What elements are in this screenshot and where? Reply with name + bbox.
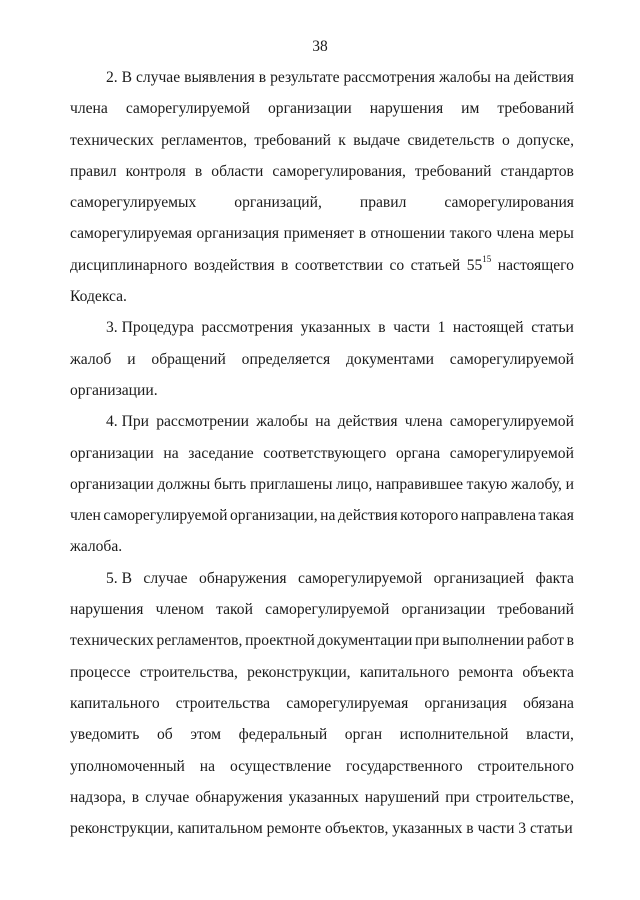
- text-line: [70, 156, 574, 187]
- word: направлена: [460, 507, 537, 525]
- paragraph-3: [70, 406, 574, 562]
- text-line: [70, 657, 574, 688]
- word: об: [156, 726, 173, 744]
- word: свидетельств: [407, 131, 495, 149]
- word: обнаружения: [199, 569, 287, 587]
- word: строительства: [175, 694, 271, 712]
- word: требований: [497, 601, 574, 619]
- word: 2. В: [106, 69, 132, 86]
- word: саморегулируемой: [298, 569, 423, 587]
- word: на: [163, 444, 179, 462]
- word: организаций,: [234, 194, 322, 212]
- word: организации: [267, 100, 352, 118]
- word: требований: [414, 162, 492, 180]
- text-line: [70, 563, 574, 594]
- word: саморегулируемой: [449, 413, 574, 431]
- word: настоящего: [497, 256, 574, 274]
- text-line: [70, 281, 574, 312]
- word: саморегулируемой: [449, 444, 574, 462]
- word: указанных: [300, 319, 371, 337]
- word: регламентов,: [156, 632, 243, 650]
- word: документации: [317, 632, 413, 650]
- word: строительстве,: [475, 788, 574, 806]
- word: организации,: [230, 507, 318, 525]
- word: этом: [190, 726, 221, 744]
- word: саморегулирования,: [272, 162, 406, 180]
- word: со: [389, 256, 405, 274]
- word: исполнительной: [399, 726, 509, 744]
- word: действия: [337, 413, 398, 431]
- word: требований: [497, 100, 574, 118]
- word: результате: [270, 69, 340, 86]
- word: саморегулируемой: [449, 350, 574, 368]
- word: документами: [346, 350, 434, 368]
- word: организации: [70, 475, 154, 493]
- paragraph-2: [70, 312, 574, 406]
- word: и: [565, 475, 574, 493]
- text-line: [70, 500, 574, 531]
- word: действия: [514, 69, 574, 86]
- word: области: [211, 162, 264, 180]
- word: в: [131, 788, 140, 806]
- text-line: [70, 719, 574, 750]
- word: им: [461, 100, 480, 118]
- word: организацией: [433, 569, 525, 587]
- word: член: [70, 507, 101, 525]
- word: обращений: [151, 350, 226, 368]
- word: строительного: [477, 757, 574, 775]
- word: саморегулируемая: [70, 225, 193, 243]
- word: должны: [157, 475, 211, 493]
- word: в: [566, 632, 574, 650]
- word: приглашены: [249, 475, 333, 493]
- line-text: Кодекса.: [70, 288, 127, 306]
- word: жалобу,: [511, 475, 562, 493]
- word: саморегулирования: [444, 194, 574, 212]
- word: соответствующего: [263, 444, 387, 462]
- word: осуществление: [229, 757, 332, 775]
- text-line: [70, 469, 574, 500]
- word: выдаче: [353, 131, 401, 149]
- word: статьей: [410, 256, 461, 274]
- word: части: [393, 319, 431, 337]
- word: строительства,: [139, 663, 238, 681]
- text-line: [70, 438, 574, 469]
- word: при: [415, 632, 440, 650]
- word: настоящей: [452, 319, 524, 337]
- word: работ: [526, 632, 564, 650]
- word: проектной: [245, 632, 315, 650]
- word: дисциплинарного: [70, 256, 188, 274]
- word: в: [258, 69, 267, 86]
- text-line: [70, 187, 574, 218]
- word: и: [127, 350, 136, 368]
- word: нарушения: [70, 601, 144, 619]
- word: членом: [155, 601, 204, 619]
- word: орган: [344, 726, 383, 744]
- word: капитального: [359, 663, 450, 681]
- word: на: [320, 507, 336, 525]
- text-line: [70, 125, 574, 156]
- word: правил: [359, 194, 407, 212]
- line-text: организации.: [70, 381, 158, 399]
- word: факта: [535, 569, 574, 587]
- word: государственного: [346, 757, 463, 775]
- word: ремонта: [458, 663, 514, 681]
- word: регламентов,: [161, 131, 247, 149]
- word: нарушения: [369, 100, 444, 118]
- text-line: [70, 250, 574, 281]
- word: жалобы: [439, 69, 491, 86]
- word: соответствии: [294, 256, 383, 274]
- word: обязана: [523, 694, 574, 712]
- line-text: реконструкции, капитальном ремонте объектов, указанных в части 3 статьи: [70, 820, 573, 838]
- word: лицо,: [336, 475, 373, 493]
- word: жалоб: [70, 350, 112, 368]
- text-line: [70, 594, 574, 625]
- word: процессе: [70, 663, 131, 681]
- word: рассмотрения: [343, 69, 436, 86]
- paragraph-1: [70, 62, 574, 312]
- text-line: [70, 344, 574, 375]
- text-line: [70, 406, 574, 437]
- word: заседание: [188, 444, 254, 462]
- word: саморегулируемой: [125, 100, 250, 118]
- word: на: [494, 69, 511, 86]
- word: технических: [70, 131, 154, 149]
- word: меры: [538, 225, 574, 243]
- word: о: [502, 131, 510, 149]
- word: требований: [254, 131, 331, 149]
- line-text: жалоба.: [70, 538, 123, 556]
- word: члена: [70, 100, 108, 118]
- word: реконструкции,: [247, 663, 351, 681]
- word: надзора,: [70, 788, 126, 806]
- word: нарушений: [364, 788, 440, 806]
- word: объекта: [522, 663, 574, 681]
- word: действия: [337, 507, 398, 525]
- page-number: 38: [312, 38, 328, 55]
- word: при: [445, 788, 470, 806]
- text-line: [70, 312, 574, 343]
- word: уведомить: [70, 726, 140, 744]
- text-line: [70, 218, 574, 249]
- word: воздействия: [193, 256, 275, 274]
- word: рассмотрении: [156, 413, 249, 431]
- word: капитального: [70, 694, 160, 712]
- word: случае: [135, 69, 181, 86]
- word: саморегулируемой: [103, 507, 228, 525]
- word: указанных: [288, 788, 359, 806]
- word: выявления: [184, 69, 255, 86]
- word: на: [315, 413, 331, 431]
- word: статьи: [531, 319, 574, 337]
- word: власти,: [526, 726, 574, 744]
- word: в: [378, 319, 386, 337]
- word: организация: [196, 225, 280, 243]
- word: которого: [400, 507, 459, 525]
- word: технических: [70, 632, 154, 650]
- word: 4. При: [106, 413, 149, 431]
- text-line: [70, 688, 574, 719]
- paragraph-4: [70, 563, 574, 845]
- word: в: [281, 256, 289, 274]
- word: в: [358, 225, 367, 243]
- word: $55^{15}$: [466, 253, 492, 274]
- word: члена: [496, 225, 535, 243]
- word: 3. Процедура: [106, 319, 194, 337]
- word: направившее: [375, 475, 464, 493]
- text-line: [70, 531, 574, 562]
- word: случае: [145, 788, 190, 806]
- word: федеральный: [238, 726, 328, 744]
- word: организации: [401, 601, 486, 619]
- text-line: [70, 813, 574, 844]
- document-body: [70, 62, 574, 844]
- word: допуске,: [517, 131, 574, 149]
- word: такой: [216, 601, 253, 619]
- text-line: [70, 751, 574, 782]
- word: быть: [213, 475, 247, 493]
- word: к: [338, 131, 346, 149]
- word: саморегулируемая: [286, 694, 409, 712]
- word: жалобы: [256, 413, 309, 431]
- text-line: [70, 62, 574, 93]
- text-line: [70, 782, 574, 813]
- word: рассмотрения: [201, 319, 294, 337]
- word: организация: [424, 694, 507, 712]
- word: выполнении: [442, 632, 525, 650]
- text-line: [70, 375, 574, 406]
- text-line: [70, 93, 574, 124]
- word: такая: [538, 507, 574, 525]
- word: уполномоченный: [70, 757, 185, 775]
- word: в: [194, 162, 203, 180]
- article-superscript: 15: [482, 253, 492, 264]
- word: определяется: [241, 350, 331, 368]
- word: отношении: [370, 225, 446, 243]
- word: такого: [449, 225, 492, 243]
- word: саморегулируемых: [70, 194, 197, 212]
- word: случае: [143, 569, 188, 587]
- word: такую: [466, 475, 508, 493]
- word: члена: [404, 413, 443, 431]
- word: правил: [70, 162, 117, 180]
- word: контроля: [125, 162, 186, 180]
- word: применяет: [283, 225, 355, 243]
- word: 1: [437, 319, 446, 337]
- word: саморегулируемой: [265, 601, 390, 619]
- word: организации: [70, 444, 154, 462]
- word: стандартов: [500, 162, 574, 180]
- word: 5. В: [106, 569, 132, 587]
- word: на: [199, 757, 216, 775]
- word: обнаружения: [195, 788, 283, 806]
- word: органа: [395, 444, 441, 462]
- text-line: [70, 625, 574, 656]
